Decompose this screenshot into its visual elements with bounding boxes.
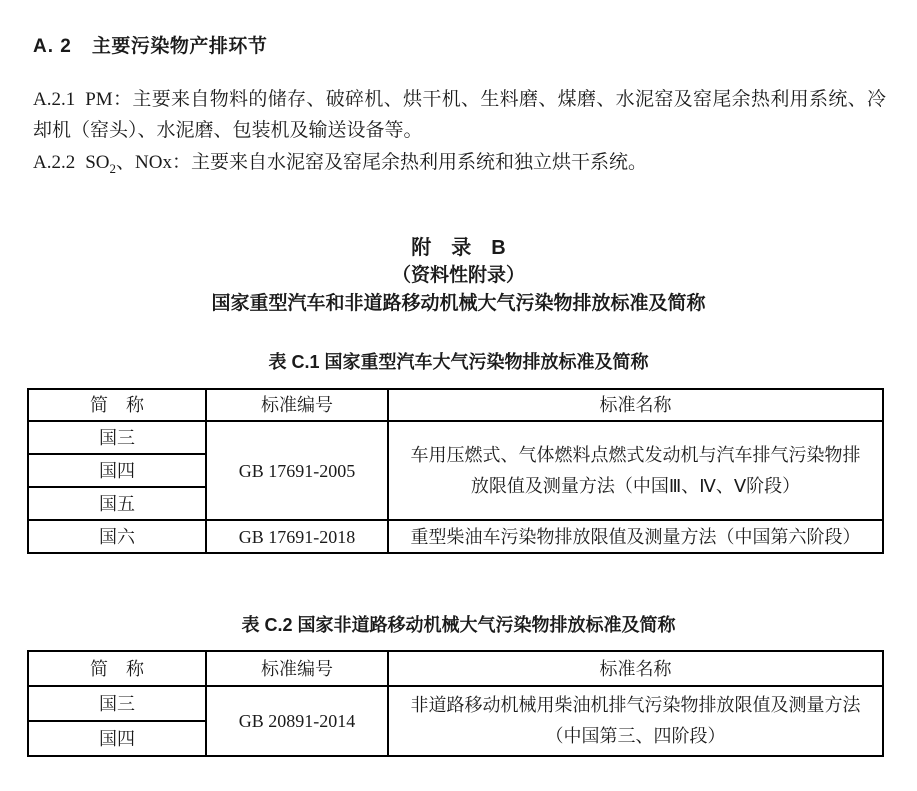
cell-abbr: 国四	[28, 454, 206, 487]
cell-standard	[388, 686, 883, 756]
table-row	[28, 421, 883, 454]
appendix-title: 附 录 B	[411, 237, 506, 259]
paragraph-a22-text: 主要来自水泥窑及窑尾余热利用系统和独立烘干系统。	[190, 152, 647, 173]
cell-code: GB 17691-2005	[206, 421, 388, 520]
paragraph-a21	[33, 84, 886, 146]
table-c2-header-code: 标准编号	[206, 651, 388, 686]
cell-abbr: 国六	[28, 520, 206, 553]
table-c2-header-row	[28, 651, 883, 686]
table-c2	[27, 650, 884, 757]
paragraph-a21-text: 主要来自物料的储存、破碎机、烘干机、生料磨、煤磨、水泥窑及窑尾余热利用系统、冷却机（窑头）、水泥磨、包装机及输送设备等。	[33, 89, 886, 141]
table-c1-header-code: 标准编号	[206, 389, 388, 421]
cell-abbr: 国三	[28, 421, 206, 454]
paragraph-a21-term: PM：	[85, 89, 133, 110]
cell-abbr: 国三	[28, 686, 206, 721]
nox-suffix: 、NOx：	[116, 152, 191, 173]
section-heading	[33, 31, 267, 58]
appendix-heading: 国家重型汽车和非道路移动机械大气污染物排放标准及简称	[211, 293, 706, 314]
table-c2-header-abbr: 简 称	[28, 651, 206, 686]
standard-line: 车用压燃式、气体燃料点燃式发动机与汽车排气污染物排	[410, 444, 861, 465]
paragraph-a22	[33, 147, 886, 178]
standard-line: 非道路移动机械用柴油机排气污染物排放限值及测量方法	[410, 695, 861, 715]
cell-standard	[388, 421, 883, 520]
standard-line: （中国第三、四阶段）	[545, 726, 726, 746]
table-c1	[27, 388, 884, 554]
table-c2-header-name: 标准名称	[388, 651, 883, 686]
appendix-subtitle: （资料性附录）	[391, 265, 525, 286]
table-row	[28, 686, 883, 721]
cell-code: GB 20891-2014	[206, 686, 388, 756]
paragraph-a22-number: A.2.2	[33, 152, 76, 173]
cell-standard: 重型柴油车污染物排放限值及测量方法（中国第六阶段）	[388, 520, 883, 553]
section-heading-number: A. 2	[33, 36, 72, 57]
table-c2-caption: 表 C.2 国家非道路移动机械大气污染物排放标准及简称	[241, 615, 676, 635]
standard-line: 放限值及测量方法（中国Ⅲ、Ⅳ、Ⅴ阶段）	[470, 475, 801, 496]
cell-abbr: 国四	[28, 721, 206, 756]
table-c1-caption: 表 C.1 国家重型汽车大气污染物排放标准及简称	[268, 352, 649, 372]
table-c1-header-abbr: 简 称	[28, 389, 206, 421]
table-c1-header-row	[28, 389, 883, 421]
section-heading-title: 主要污染物产排环节	[91, 36, 268, 57]
table-c1-header-name: 标准名称	[388, 389, 883, 421]
paragraph-a22-term	[85, 152, 191, 176]
so2-subscript: 2	[109, 160, 117, 176]
cell-abbr: 国五	[28, 487, 206, 520]
so2-prefix: SO	[85, 152, 110, 173]
paragraph-a21-number: A.2.1	[33, 89, 76, 110]
table-row	[28, 520, 883, 553]
cell-code: GB 17691-2018	[206, 520, 388, 553]
